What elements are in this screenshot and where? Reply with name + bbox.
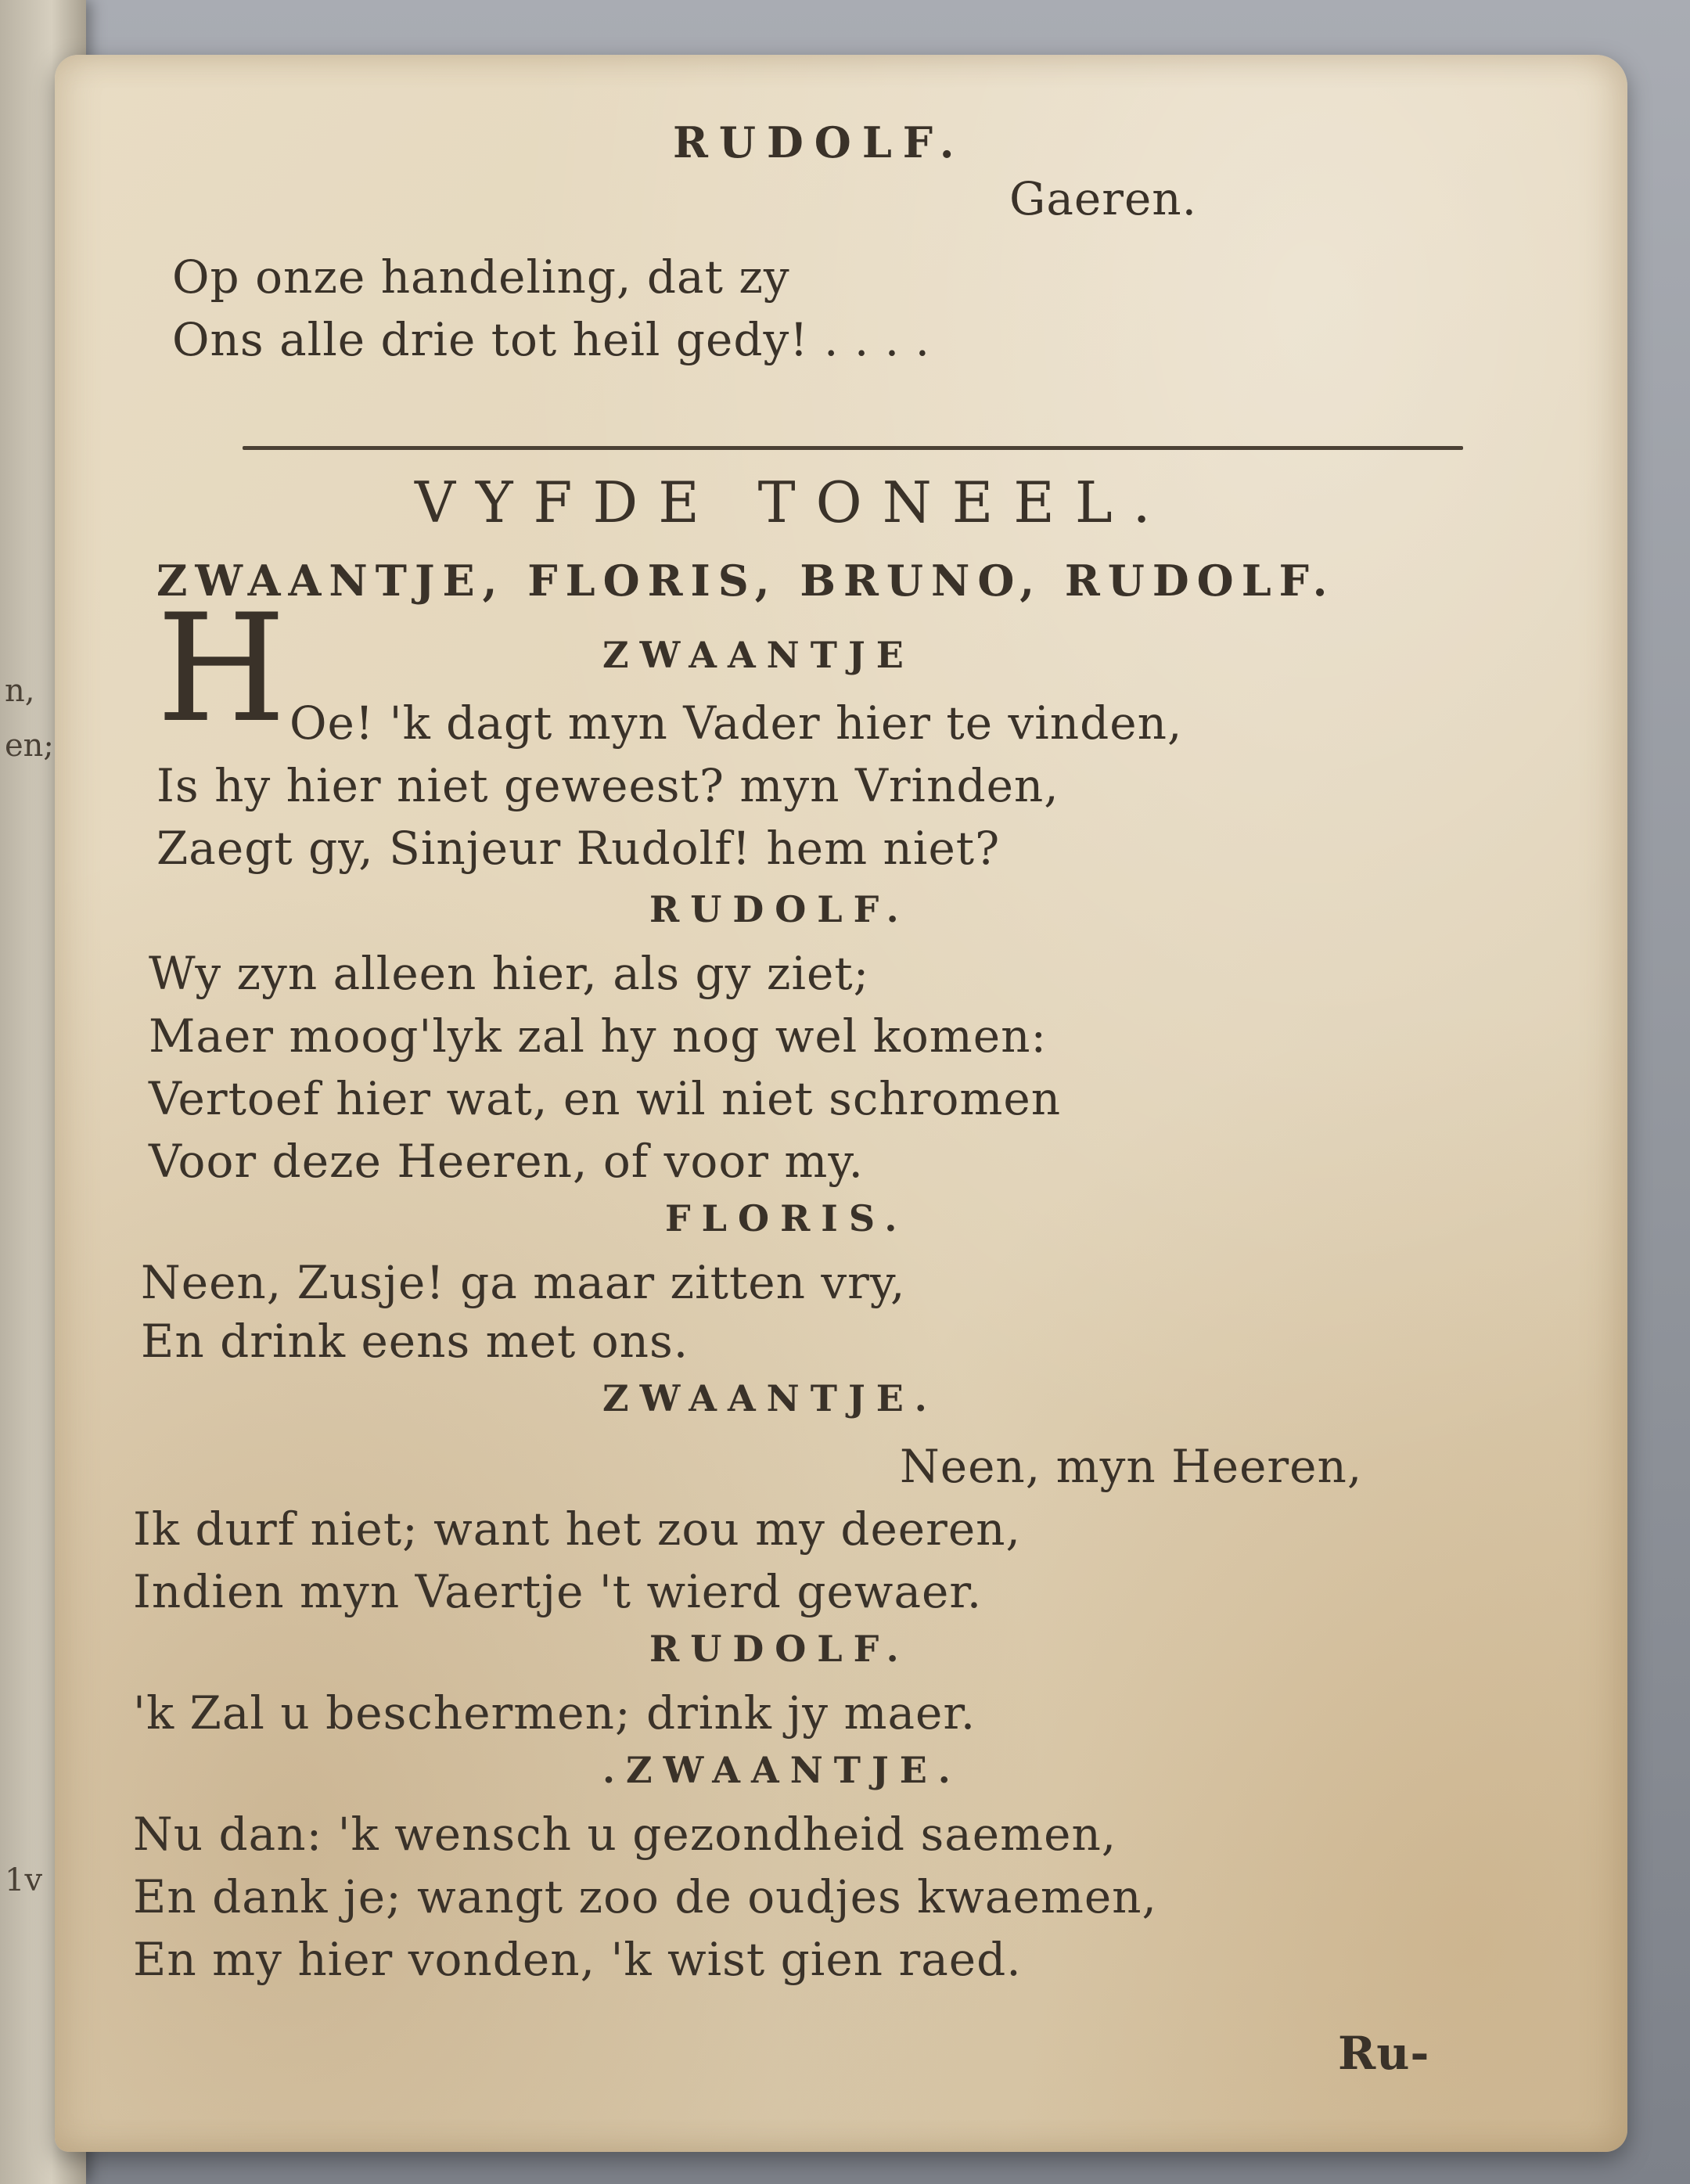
- verse-line: Zaegt gy, Sinjeur Rudolf! hem niet?: [156, 822, 1001, 875]
- header-line: Gaeren.: [1009, 172, 1198, 225]
- verse-line: 'k Zal u beschermen; drink jy maer.: [133, 1686, 976, 1740]
- catchword: Ru-: [1338, 2027, 1430, 2080]
- verse-line: Maer moog'lyk zal hy nog wel komen:: [149, 1009, 1048, 1063]
- speaker-name: FLORIS.: [665, 1197, 908, 1240]
- header-speaker: RUDOLF.: [673, 117, 965, 167]
- verse-line: Voor deze Heeren, of voor my.: [149, 1135, 864, 1188]
- verse-line: En dank je; wangt zoo de oudjes kwaemen,: [133, 1870, 1157, 1923]
- verse-line: Op onze handeling, dat zy: [172, 250, 790, 304]
- scene-title: VYFDE TONEEL.: [415, 470, 1171, 535]
- book-page: [55, 55, 1627, 2152]
- verse-line: En drink eens met ons.: [141, 1315, 689, 1368]
- left-page-fragment: 1v: [5, 1862, 43, 1898]
- section-rule: [243, 446, 1463, 450]
- left-page-fragment: n,: [5, 673, 35, 709]
- cast-list: ZWAANTJE, FLORIS, BRUNO, RUDOLF.: [156, 556, 1336, 606]
- verse-continuation: Neen, myn Heeren,: [900, 1440, 1363, 1493]
- speaker-name: ZWAANTJE.: [602, 1377, 938, 1419]
- speaker-name: ZWAANTJE: [602, 634, 915, 676]
- verse-line: Nu dan: 'k wensch u gezondheid saemen,: [133, 1808, 1117, 1861]
- speaker-name: RUDOLF.: [649, 888, 910, 930]
- verse-line: Is hy hier niet geweest? myn Vrinden,: [156, 759, 1059, 812]
- verse-line: Indien myn Vaertje 't wierd gewaer.: [133, 1565, 983, 1618]
- verse-line: En my hier vonden, 'k wist gien raed.: [133, 1933, 1022, 1986]
- left-page-fragment: en;: [5, 728, 54, 764]
- verse-line: Oe! 'k dagt myn Vader hier te vinden,: [289, 696, 1183, 750]
- verse-line: Wy zyn alleen hier, als gy ziet;: [149, 947, 870, 1000]
- speaker-name: .ZWAANTJE.: [602, 1749, 962, 1791]
- drop-cap: H: [156, 582, 286, 755]
- verse-line: Neen, Zusje! ga maar zitten vry,: [141, 1256, 906, 1309]
- speaker-name: RUDOLF.: [649, 1628, 910, 1670]
- verse-line: Ons alle drie tot heil gedy! . . . .: [172, 313, 931, 366]
- verse-line: Vertoef hier wat, en wil niet schromen: [149, 1072, 1062, 1125]
- verse-line: Ik durf niet; want het zou my deeren,: [133, 1502, 1021, 1556]
